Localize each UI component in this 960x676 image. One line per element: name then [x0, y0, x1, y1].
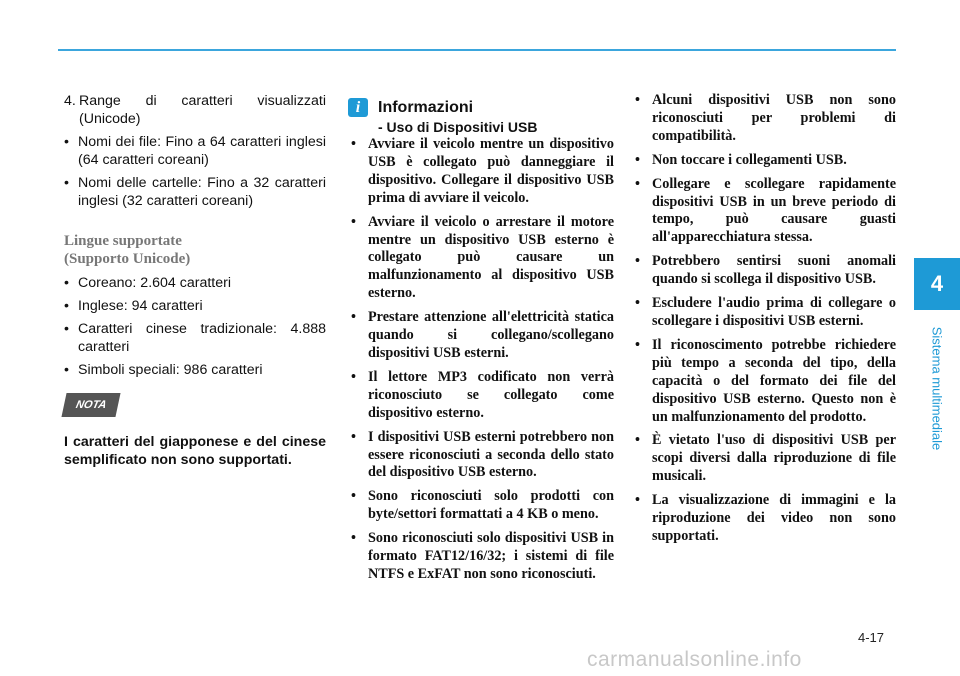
supported-languages-heading	[64, 232, 326, 268]
list-item-text: Avviare il veicolo o arrestare il motore mentre un dispositivo USB esterno è collegato può causare un malfunzionamento al dispositivo USB esterno.	[368, 213, 614, 302]
heading-line-1: Lingue supportate	[64, 233, 182, 249]
bullet: •	[64, 134, 69, 150]
bullet: •	[64, 298, 69, 314]
list-item	[348, 488, 614, 524]
list-item	[64, 92, 326, 128]
list-item-text: Il lettore MP3 codificato non verrà riconosciuto se collegato come dispositivo esterno.	[368, 368, 614, 421]
list-item-text: Nomi delle cartelle: Fino a 32 caratteri inglesi (32 caratteri coreani)	[78, 175, 326, 209]
list-marker: 4.	[64, 93, 76, 109]
chapter-number: 4	[930, 271, 944, 296]
info-column	[348, 98, 614, 590]
list-item	[64, 174, 326, 210]
list-item	[632, 295, 896, 331]
heading-line-2: (Supporto Unicode)	[64, 251, 191, 267]
nota-badge	[61, 393, 120, 417]
bullet: •	[351, 530, 356, 547]
bullet: •	[64, 175, 69, 191]
bullet: •	[635, 432, 640, 449]
list-item-text: Simboli speciali: 986 caratteri	[78, 362, 263, 378]
list-item	[64, 133, 326, 169]
bullet: •	[635, 492, 640, 509]
bullet: •	[635, 253, 640, 270]
bullet: •	[635, 175, 640, 192]
list-item-text: Collegare e scollegare rapidamente dispositivi USB in un breve periodo di tempo, può causare guasti all'apparecchiatura stessa.	[652, 175, 896, 246]
bullet: •	[64, 275, 69, 291]
header-rule	[58, 49, 896, 51]
list-item-text: Prestare attenzione all'elettricità statica quando si collegano/scollegano dispositivi USB esterni.	[368, 309, 614, 361]
list-item	[348, 309, 614, 363]
chapter-title: Sistema multimediale	[929, 326, 945, 450]
info-icon: i	[348, 98, 368, 117]
info-title: Informazioni	[378, 99, 474, 116]
list-item-text: Sono riconosciuti solo dispositivi USB in formato FAT12/16/32; i sistemi di file NTFS e ExFAT non sono riconosciuti.	[368, 530, 614, 582]
info-subtitle: - Uso di Dispositivi USB	[378, 119, 538, 135]
list-item	[348, 429, 614, 483]
list-item-text: Potrebbero sentirsi suoni anomali quando si scollega il dispositivo USB.	[652, 253, 896, 288]
left-column	[64, 92, 326, 469]
list-item-text: Avviare il veicolo mentre un dispositivo USB è collegato può danneggiare il dispositivo. Collegare il dispositivo USB prima di avviare il veicolo.	[368, 136, 614, 206]
list-item	[632, 492, 896, 546]
chapter-title-vertical	[914, 318, 960, 458]
right-column	[632, 92, 896, 552]
list-item-text: Il riconoscimento potrebbe richiedere più tempo a seconda del tipo, della capacità o del formato dei file del dispositivo USB esterno. Questo non è un malfunzionamento del prodotto.	[652, 336, 896, 425]
list-item	[348, 530, 614, 584]
bullet: •	[351, 488, 356, 505]
list-item	[632, 253, 896, 289]
list-item	[64, 297, 326, 315]
list-item	[632, 152, 896, 170]
list-item	[348, 136, 614, 208]
list-item-text: Sono riconosciuti solo prodotti con byte/settori formattati a 4 KB o meno.	[368, 488, 614, 523]
list-item	[64, 361, 326, 379]
bullet: •	[351, 136, 356, 152]
usb-info-list	[348, 136, 614, 584]
bullet: •	[64, 321, 69, 337]
nota-label: NOTA	[74, 399, 108, 411]
list-item	[64, 274, 326, 292]
list-item-text: Caratteri cinese tradizionale: 4.888 caratteri	[78, 321, 326, 355]
bullet: •	[351, 213, 356, 230]
bullet: •	[635, 336, 640, 353]
chapter-number-tab	[914, 258, 960, 310]
bullet: •	[635, 151, 640, 168]
page-number: 4-17	[858, 630, 885, 645]
bullet: •	[351, 309, 356, 326]
list-item	[632, 176, 896, 248]
info-header	[348, 98, 614, 136]
bullet: •	[351, 368, 356, 385]
list-item-text: I dispositivi USB esterni potrebbero non essere riconosciuti a seconda dello stato del dispositivo USB esterno.	[368, 428, 614, 481]
list-item-text: Nomi dei file: Fino a 64 caratteri inglesi (64 caratteri coreani)	[78, 134, 326, 168]
list-item-text: Coreano: 2.604 caratteri	[78, 275, 232, 291]
list-item-text: La visualizzazione di immagini e la riproduzione dei video non sono supportati.	[652, 492, 896, 544]
list-item	[632, 92, 896, 146]
list-item-text: Non toccare i collegamenti USB.	[652, 151, 847, 168]
bullet: •	[351, 428, 356, 445]
list-item	[64, 320, 326, 356]
list-item-text: È vietato l'uso di dispositivi USB per scopi diversi dalla riproduzione di file musicali.	[652, 432, 896, 485]
list-item-text: Inglese: 94 caratteri	[78, 298, 203, 314]
list-item	[632, 337, 896, 427]
list-item	[632, 432, 896, 486]
bullet: •	[635, 92, 640, 108]
watermark: carmanualsonline.info	[587, 648, 802, 671]
list-item-text: Escludere l'audio prima di collegare o scollegare i dispositivi USB esterni.	[652, 295, 896, 329]
list-item	[348, 369, 614, 423]
list-item-text: Range di caratteri visualizzati (Unicode)	[79, 93, 326, 127]
bullet: •	[64, 362, 69, 378]
nota-text: I caratteri del giapponese e del cinese semplificato non sono supportati.	[64, 434, 326, 468]
bullet: •	[635, 295, 640, 312]
list-item-text: Alcuni dispositivi USB non sono riconosciuti per problemi di compatibilità.	[652, 92, 896, 144]
list-item	[348, 214, 614, 304]
